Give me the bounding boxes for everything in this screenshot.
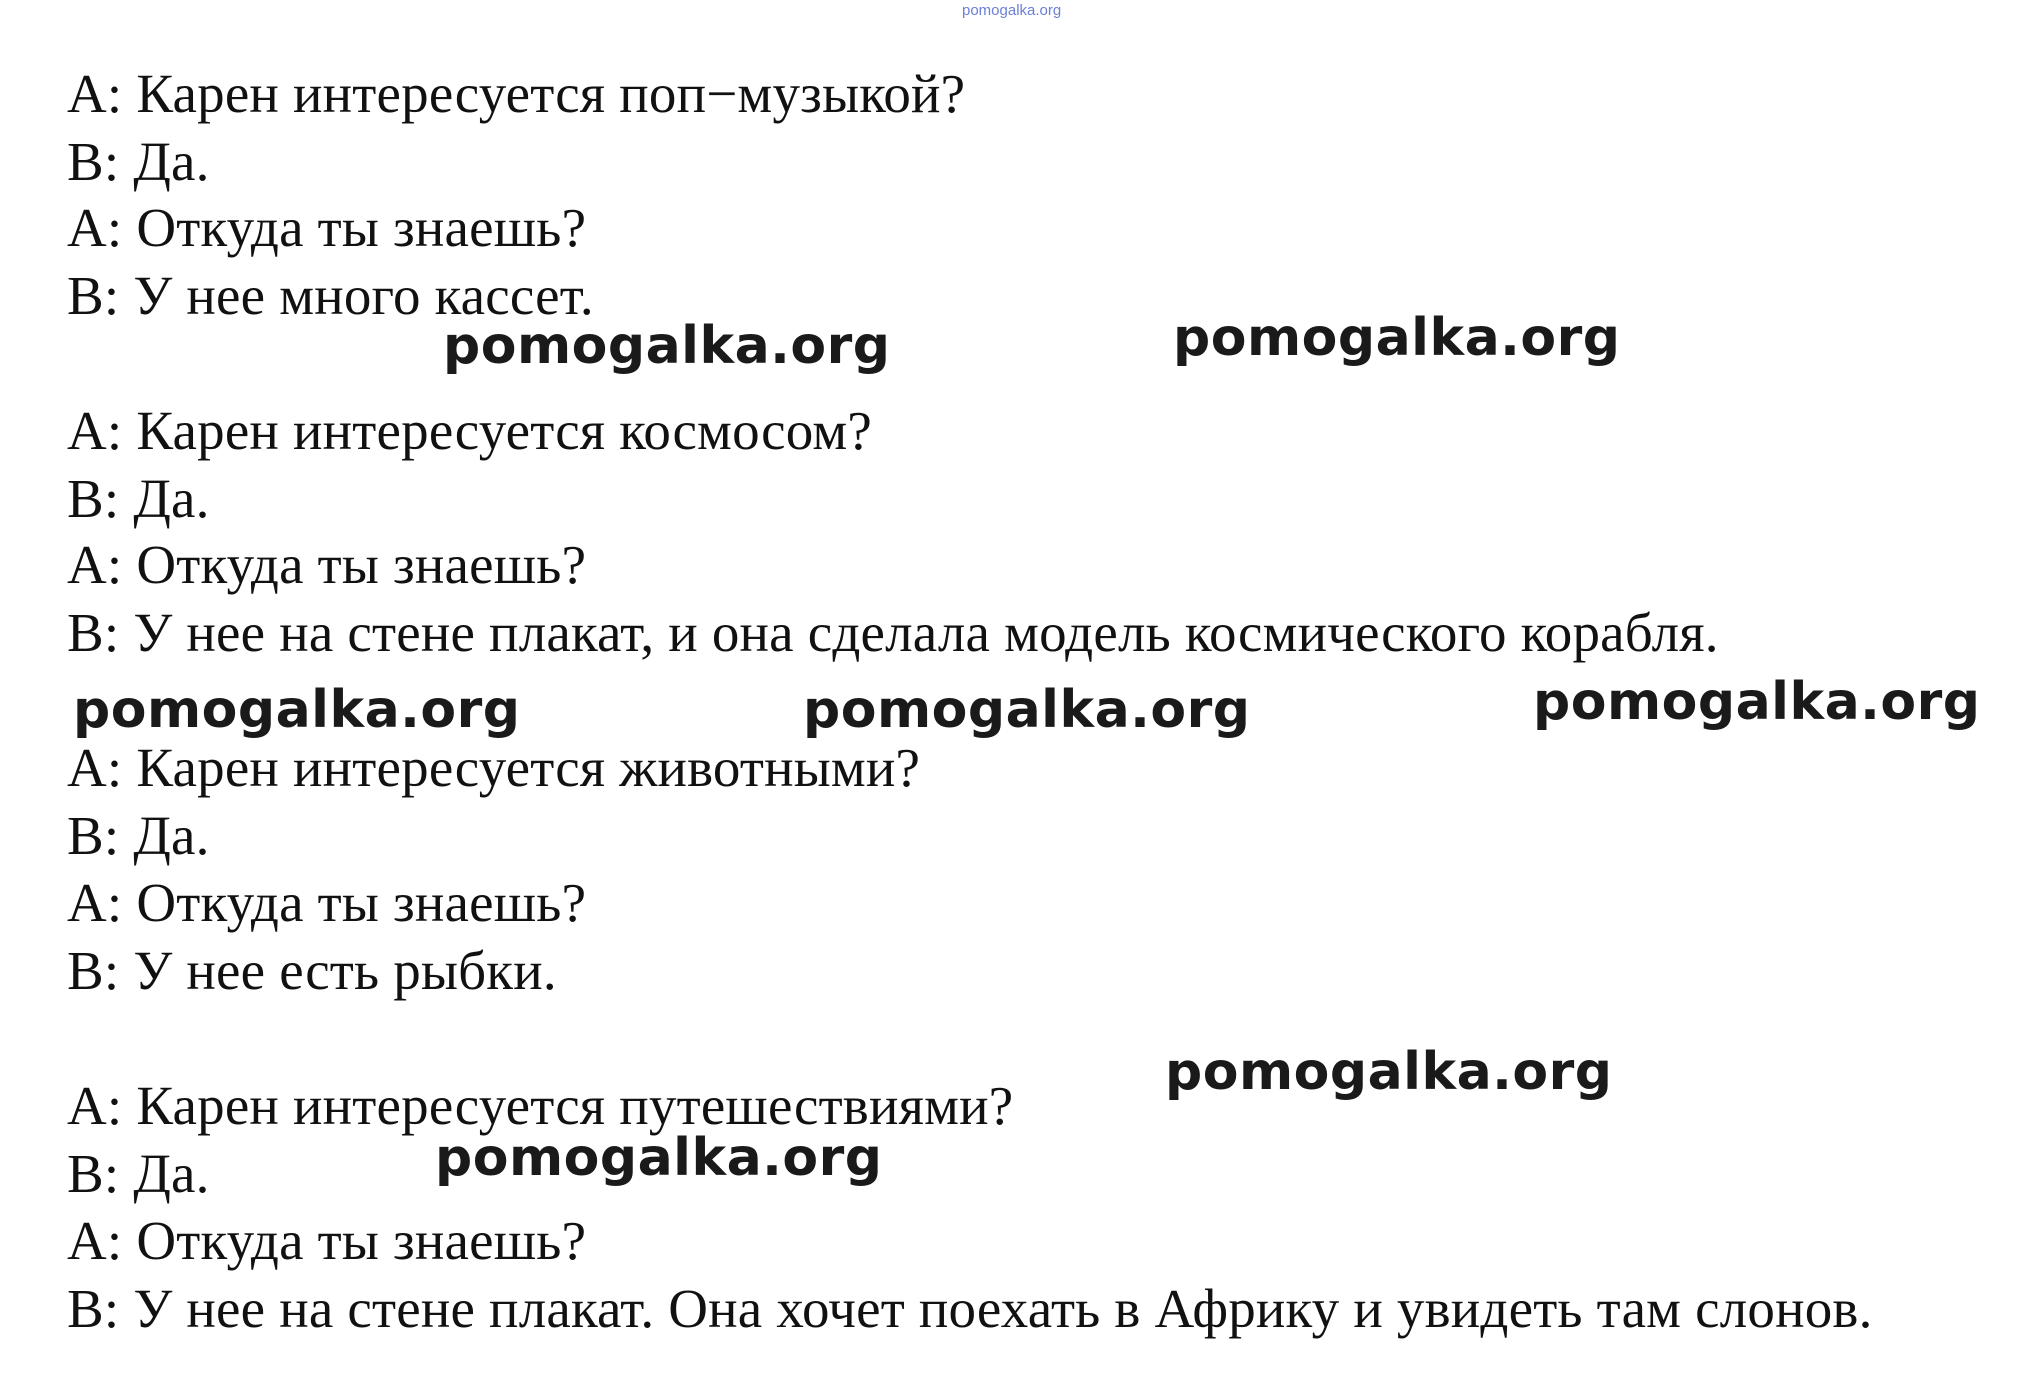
watermark: pomogalka.org <box>803 680 1251 740</box>
watermark: pomogalka.org <box>73 680 521 740</box>
dialogue-line: A: Карен интересуется поп−музыкой? <box>67 63 966 124</box>
dialogue-line: A: Откуда ты знаешь? <box>67 197 587 258</box>
dialogue-line: B: Да. <box>67 131 210 192</box>
dialogue-line: A: Откуда ты знаешь? <box>67 872 587 933</box>
dialogue-line: B: У нее на стене плакат. Она хочет поехать в Африку и увидеть там слонов. <box>67 1278 1873 1339</box>
dialogue-line: A: Откуда ты знаешь? <box>67 1210 587 1271</box>
dialogue-line: B: Да. <box>67 468 210 529</box>
dialogue-line: A: Карен интересуется путешествиями? <box>67 1075 1014 1136</box>
watermark: pomogalka.org <box>1173 308 1621 368</box>
watermark: pomogalka.org <box>435 1128 883 1188</box>
watermark: pomogalka.org <box>443 316 891 376</box>
watermark: pomogalka.org <box>1165 1042 1613 1102</box>
dialogue-line: A: Карен интересуется космосом? <box>67 400 873 461</box>
dialogue-line: B: Да. <box>67 1143 210 1204</box>
dialogue-line: B: У нее на стене плакат, и она сделала модель космического корабля. <box>67 602 1719 663</box>
dialogue-line: A: Откуда ты знаешь? <box>67 534 587 595</box>
dialogue-line: B: У нее есть рыбки. <box>67 940 557 1001</box>
site-mark: pomogalka.org <box>962 2 1062 19</box>
dialogue-line: B: У нее много кассет. <box>67 265 594 326</box>
dialogue-line: A: Карен интересуется животными? <box>67 737 921 798</box>
dialogue-line: B: Да. <box>67 805 210 866</box>
watermark: pomogalka.org <box>1533 672 1981 732</box>
